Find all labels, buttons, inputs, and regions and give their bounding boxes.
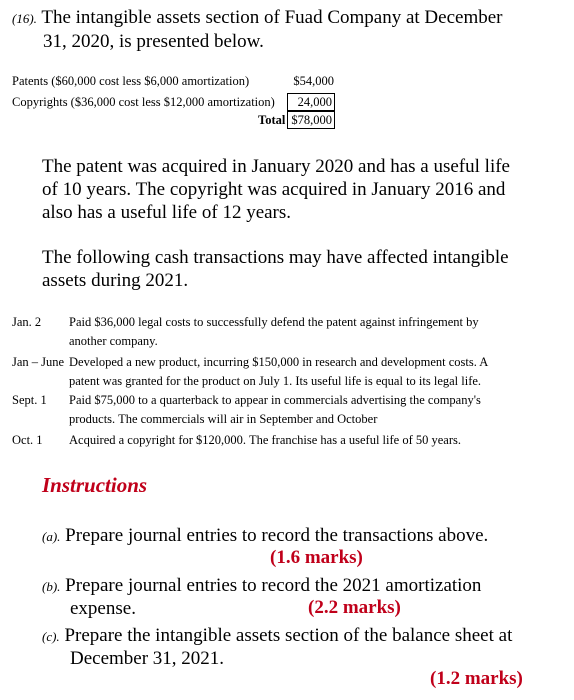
- transaction-line: Paid $75,000 to a quarterback to appear in commercials advertising the company's: [69, 393, 481, 407]
- marks-badge: (1.6 marks): [270, 547, 363, 568]
- instruction-text: Prepare journal entries to record the 2021 amortization: [65, 575, 482, 596]
- transactions-intro-paragraph: [42, 246, 542, 292]
- instruction-c: [42, 624, 552, 648]
- transaction-line: products. The commercials will air in September and October: [69, 412, 378, 426]
- copyrights-amount: 24,000: [287, 93, 335, 111]
- transaction-line: Acquired a copyright for $120,000. The franchise has a useful life of 50 years.: [69, 433, 462, 447]
- instruction-b: [42, 574, 552, 598]
- marks-badge: (2.2 marks): [308, 597, 401, 618]
- instruction-letter: (c).: [42, 629, 60, 644]
- patents-label: Patents ($60,000 cost less $6,000 amortization): [12, 74, 250, 88]
- marks-badge: (1.2 marks): [430, 668, 523, 689]
- transaction-text: [69, 353, 539, 391]
- transaction-date: Jan – June: [12, 355, 65, 369]
- copyrights-label: Copyrights ($36,000 cost less $12,000 amortization): [12, 95, 275, 109]
- transaction-date: Jan. 2: [12, 315, 42, 329]
- instruction-text: Prepare the intangible assets section of the balance sheet at: [64, 625, 513, 646]
- transaction-line: patent was granted for the product on July 1. Its useful life is equal to its legal life.: [69, 374, 482, 388]
- paragraph1-line1: The patent was acquired in January 2020 and has a useful life: [42, 156, 510, 177]
- instruction-b-line2: expense.: [70, 598, 136, 619]
- transaction-date: Sept. 1: [12, 393, 47, 407]
- transaction-line: Paid $36,000 legal costs to successfully defend the patent against infringement by: [69, 315, 479, 329]
- paragraph2-line2: assets during 2021.: [42, 270, 189, 291]
- total-amount: $78,000: [287, 111, 335, 129]
- transaction-text: [69, 431, 539, 450]
- transaction-date: Oct. 1: [12, 433, 43, 447]
- total-label: Total: [258, 113, 286, 127]
- intro-line-1: The intangible assets section of Fuad Company at December: [41, 7, 503, 28]
- paragraph1-line3: also has a useful life of 12 years.: [42, 202, 292, 223]
- instruction-text: Prepare journal entries to record the transactions above.: [65, 525, 489, 546]
- patents-amount: $54,000: [293, 74, 334, 88]
- transaction-text: [69, 313, 539, 351]
- intro-line-2: 31, 2020, is presented below.: [43, 31, 264, 52]
- transaction-line: another company.: [69, 334, 158, 348]
- transaction-line: Developed a new product, incurring $150,000 in research and development costs. A: [69, 355, 489, 369]
- paragraph2-line1: The following cash transactions may have affected intangible: [42, 247, 509, 268]
- instruction-letter: (a).: [42, 529, 61, 544]
- acquisition-paragraph: [42, 155, 542, 224]
- question-number: (16).: [12, 11, 37, 26]
- instruction-a: [42, 524, 552, 548]
- instruction-c-line2: December 31, 2021.: [70, 648, 225, 669]
- transaction-text: [69, 391, 539, 429]
- paragraph1-line2: of 10 years. The copyright was acquired in January 2016 and: [42, 179, 506, 200]
- instruction-letter: (b).: [42, 579, 61, 594]
- instructions-heading: Instructions: [42, 473, 148, 497]
- question-intro: [12, 6, 562, 53]
